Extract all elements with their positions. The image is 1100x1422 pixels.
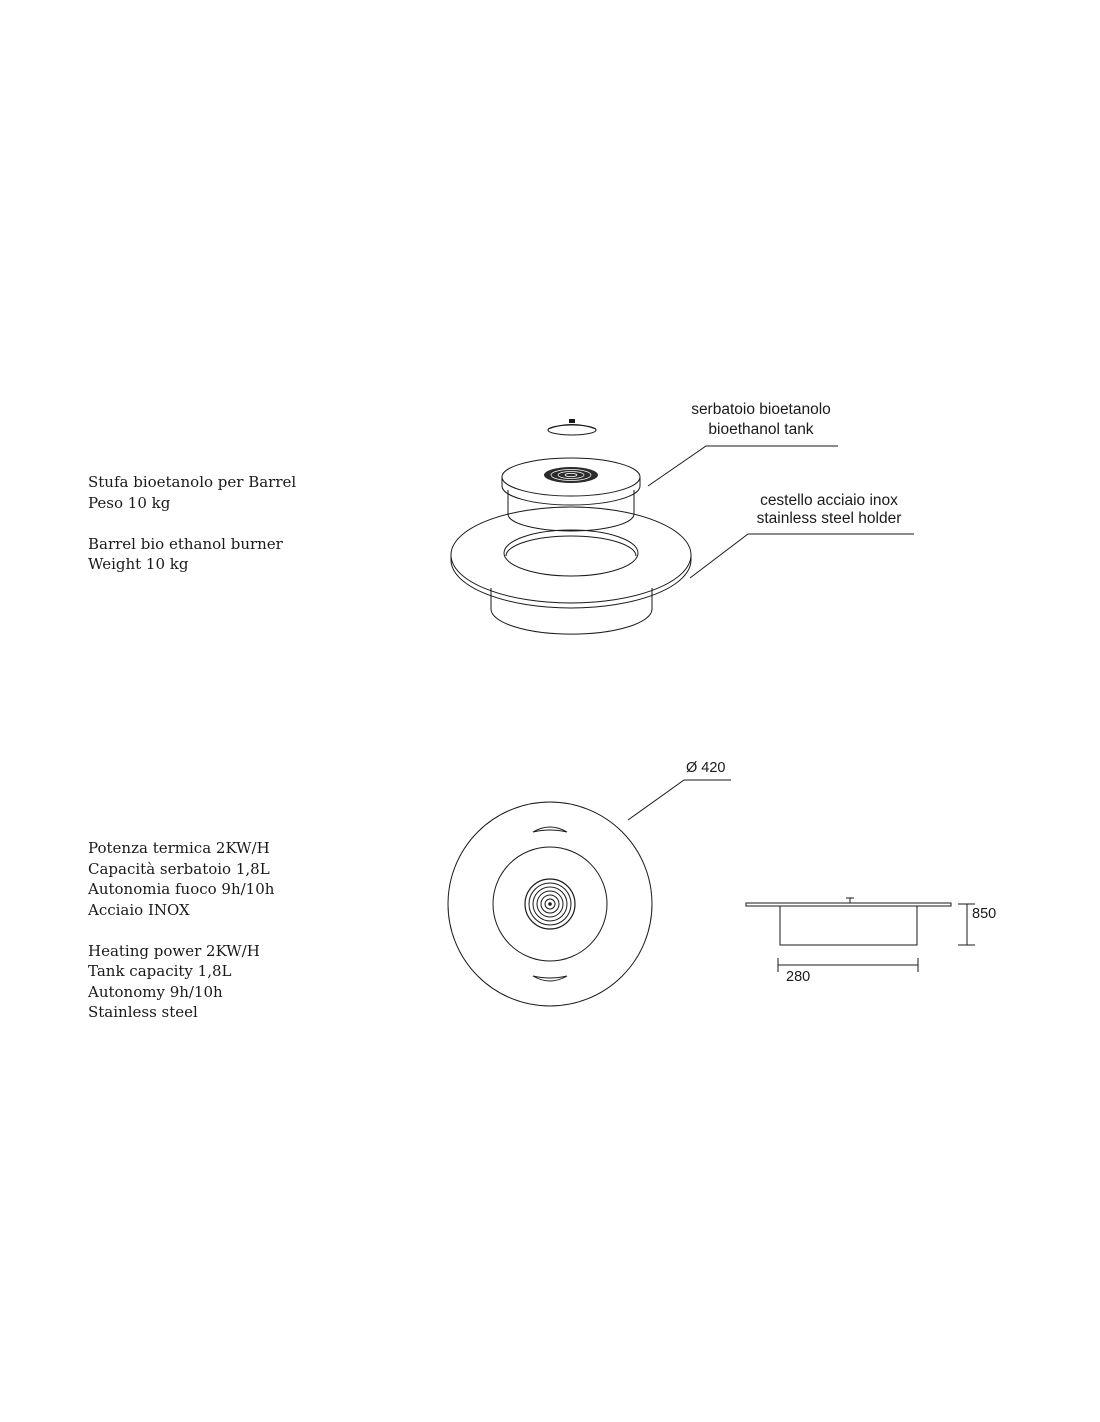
width-dimension-label: 280	[786, 969, 811, 985]
top-view	[448, 760, 731, 1006]
side-view	[746, 898, 996, 985]
spec-line: Acciaio INOX	[88, 900, 190, 919]
tank-leader-line	[648, 446, 838, 486]
spec-line: Heating power 2KW/H	[88, 941, 260, 960]
tank-callout-it: serbatoio bioetanolo	[691, 401, 831, 418]
tank-drawing	[502, 458, 640, 531]
spec-line: Potenza termica 2KW/H	[88, 839, 270, 857]
holder-drawing	[451, 507, 691, 634]
diameter-leader-line	[628, 780, 731, 820]
spec-line: Stufa bioetanolo per Barrel	[88, 473, 297, 491]
spec-line: Autonomy 9h/10h	[88, 982, 223, 1001]
holder-callout-en: stainless steel holder	[756, 510, 902, 527]
spec-line: Autonomia fuoco 9h/10h	[88, 880, 275, 898]
diameter-label: Ø 420	[686, 760, 726, 776]
tank-lid-drawing	[548, 419, 596, 435]
spec-line: Barrel bio ethanol burner	[88, 534, 283, 553]
height-dimension-label: 850	[972, 906, 997, 922]
tank-callout-en: bioethanol tank	[708, 421, 814, 438]
spec-line: Peso 10 kg	[88, 493, 171, 512]
spec-line: Tank capacity 1,8L	[88, 962, 232, 980]
spec-line: Stainless steel	[88, 1003, 198, 1021]
holder-callout-it: cestello acciaio inox	[760, 492, 898, 509]
holder-leader-line	[690, 534, 914, 578]
spec-line: Capacità serbatoio 1,8L	[88, 859, 270, 878]
exploded-view	[451, 401, 914, 634]
spec-line: Weight 10 kg	[88, 555, 189, 573]
